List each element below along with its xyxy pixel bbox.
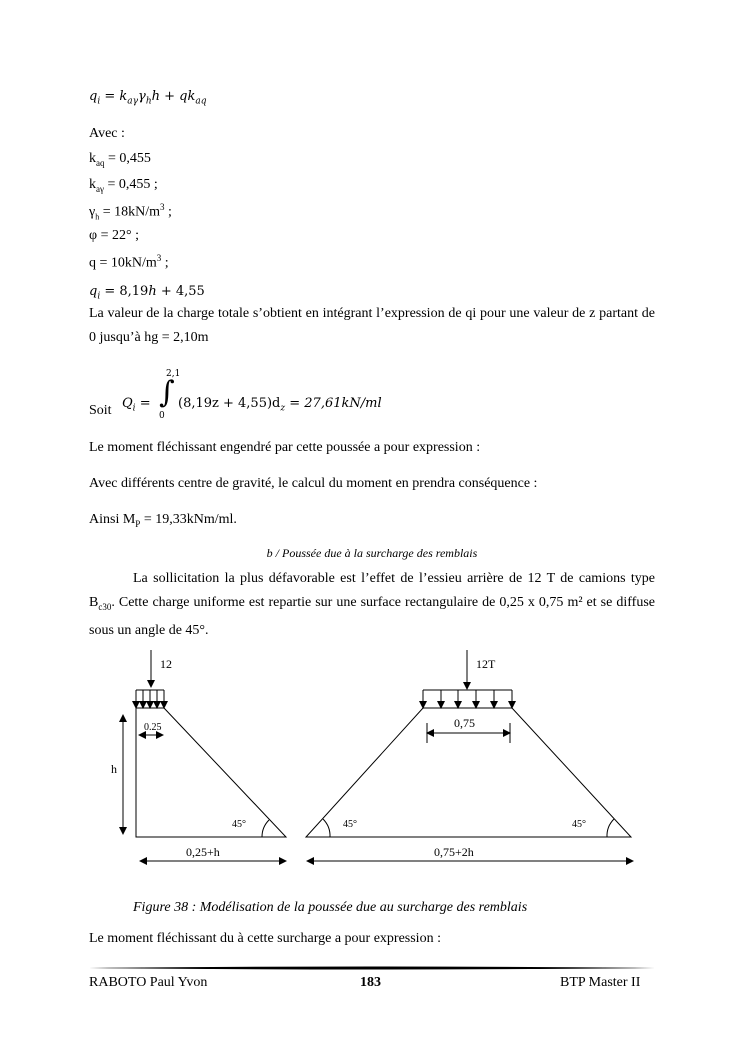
right-angle-arc-right: [607, 819, 614, 837]
footer-rule: [89, 964, 655, 972]
formula-qi-result: $q_i$ = 8,19ℎ + 4,55: [89, 284, 205, 302]
paragraph-surcharge-moment: Le moment fléchissant du à cette surcharge a pour expression :: [89, 931, 441, 946]
integral-upper: 2,1: [166, 369, 181, 379]
right-angle-arc-left: [323, 819, 330, 837]
integral-lhs: $Q_i$ =: [122, 396, 151, 414]
left-base-label: 0,25+h: [186, 845, 220, 859]
right-base-label: 0,75+2h: [434, 845, 474, 859]
left-height-label: h: [111, 762, 117, 776]
right-width-label: 0,75: [454, 716, 475, 730]
param-phi: φ = 22° ;: [89, 228, 139, 243]
right-angle-left-label: 45°: [343, 819, 357, 830]
paragraph-surcharge: La sollicitation la plus défavorable est l’effet de l’essieu arrière de 12 T de camions type $B_{c30}$. Cette charge uniforme est repartie sur une surface rectangulaire de 0,25 x 0,75 m² et se diffuse sous un angle de 45°.: [89, 571, 655, 638]
right-angle-right-label: 45°: [572, 819, 586, 830]
paragraph-moment-expression: Le moment fléchissant engendré par cette poussée a pour expression :: [89, 440, 481, 455]
left-width-label: 0.25: [144, 722, 162, 733]
footer-author: RABOTO Paul Yvon: [89, 975, 208, 990]
avec-label: Avec :: [89, 126, 125, 141]
integral-body: $(8,19z + 4,55)d_z = 27,61kN/ml$: [178, 396, 382, 414]
param-kaq: $k_{aq} = 0,455$: [89, 151, 151, 168]
surcharge-diagram: [0, 645, 745, 875]
footer-course: BTP Master II: [560, 975, 641, 990]
footer-page-number: 183: [360, 975, 381, 990]
left-angle-arc: [262, 820, 269, 837]
right-load-label: 12T: [476, 657, 496, 671]
left-load-label: 12: [160, 657, 172, 671]
integral-lower: 0: [159, 411, 165, 421]
param-kag: $k_{a\gamma} = 0,455$ ;: [89, 177, 158, 194]
soit-label: Soit: [89, 403, 112, 418]
param-q: $q = 10kN/m^3$ ;: [89, 253, 169, 271]
left-angle-label: 45°: [232, 819, 246, 830]
formula-qi: $q_i = k_{a\gamma}\gamma_hh + qk_{aq}$: [89, 89, 207, 107]
paragraph-moment-value: Ainsi $M_P = 19,33kNm/ml$.: [89, 512, 237, 529]
paragraph-total-load: La valeur de la charge totale s’obtient en intégrant l’expression de qi pour une valeur de z partant de 0 jusqu’à hg = 2,10m: [89, 306, 655, 345]
subheading-surcharge: b / Poussée due à la surcharge des remblais: [266, 546, 478, 560]
figure-caption: Figure 38 : Modélisation de la poussée due au surcharge des remblais: [133, 900, 528, 915]
paragraph-gravity-centers: Avec différents centre de gravité, le calcul du moment en prendra conséquence :: [89, 476, 538, 491]
integral-sign: ∫: [159, 375, 175, 410]
param-gamma-h: $\gamma_h = 18kN/m^3$ ;: [89, 202, 172, 222]
